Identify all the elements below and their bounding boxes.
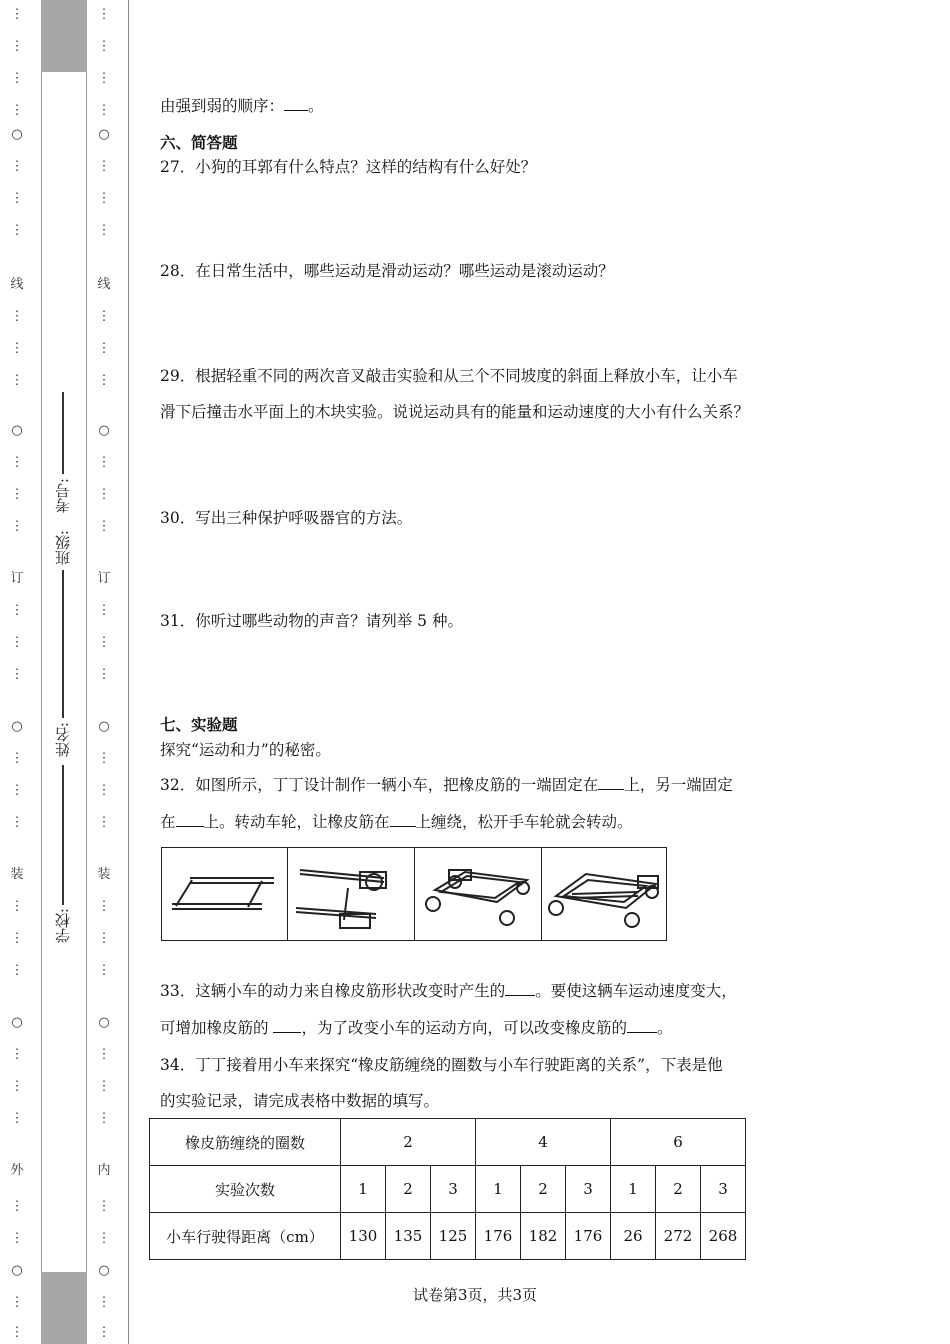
inner-dot-column: ⋮ ⋮ ⋮ ⋮ ○ ⋮ ⋮ ⋮ 线 ⋮ ⋮ ⋮ ○ ⋮ ⋮ ⋮ 订 ⋮ ⋮ ⋮ ○ ⋮ ⋮ ⋮ 装 ⋮ ⋮ ⋮ ○ ⋮ ⋮ ⋮ 内 ⋮ ⋮ ○ ⋮ ⋮ bbox=[97, 7, 111, 1340]
circle-mark: ○ bbox=[98, 127, 110, 142]
experiment-intro: 探究“运动和力”的秘密。 bbox=[160, 741, 331, 759]
table-cell: 1 bbox=[341, 1166, 386, 1213]
question-33-line-2: 可增加橡皮筋的 ，为了改变小车的运动方向，可以改变橡皮筋的 。 bbox=[160, 1019, 673, 1037]
table-cell: 268 bbox=[701, 1213, 746, 1260]
section-7-heading: 七、实验题 bbox=[160, 715, 238, 734]
circle-mark: ○ bbox=[98, 1263, 110, 1278]
question-34-line-2: 的实验记录，请完成表格中数据的填写。 bbox=[160, 1092, 440, 1110]
wheels-sketch bbox=[415, 848, 541, 940]
figure-panel-axles bbox=[288, 848, 415, 940]
circle-mark: ○ bbox=[98, 1015, 110, 1030]
answer-blank[interactable] bbox=[284, 96, 308, 111]
answer-blank[interactable] bbox=[627, 1018, 657, 1033]
gutter-top-block bbox=[41, 0, 87, 72]
table-row bbox=[150, 1166, 746, 1213]
name-field-label: 姓名: bbox=[54, 722, 72, 758]
gutter-strip bbox=[41, 72, 87, 1272]
margin-divider bbox=[128, 0, 129, 1344]
question-27: 27．小狗的耳郭有什么特点？这样的结构有什么好处？ bbox=[160, 158, 537, 176]
figure-panel-wheels bbox=[415, 848, 542, 940]
figure-panel-frame bbox=[162, 848, 288, 940]
mark-zhuang: 装 bbox=[97, 867, 111, 882]
table-cell: 4 bbox=[476, 1119, 611, 1166]
table-cell: 2 bbox=[656, 1166, 701, 1213]
question-31: 31．你听过哪些动物的声音？请列举 5 种。 bbox=[160, 612, 463, 630]
experiment-table bbox=[149, 1118, 746, 1260]
mark-ding: 订 bbox=[97, 571, 111, 586]
table-cell: 2 bbox=[521, 1166, 566, 1213]
outer-dot-column: ⋮ ⋮ ⋮ ⋮ ○ ⋮ ⋮ ⋮ 线 ⋮ ⋮ ⋮ ○ ⋮ ⋮ ⋮ 订 ⋮ ⋮ ⋮ ○ ⋮ ⋮ ⋮ 装 ⋮ ⋮ ⋮ ○ ⋮ ⋮ ⋮ 外 ⋮ ⋮ ○ ⋮ ⋮ bbox=[10, 7, 24, 1340]
question-34-line-1: 34．丁丁接着用小车来探究“橡皮筋缠绕的圈数与小车行驶距离的关系”，下表是他 bbox=[160, 1056, 723, 1074]
table-cell: 1 bbox=[611, 1166, 656, 1213]
table-cell: 176 bbox=[476, 1213, 521, 1260]
table-header-cell: 实验次数 bbox=[150, 1166, 341, 1213]
table-cell: 3 bbox=[566, 1166, 611, 1213]
circle-mark: ○ bbox=[11, 127, 23, 142]
table-cell: 1 bbox=[476, 1166, 521, 1213]
page-footer: 试卷第3页，共3页 bbox=[412, 1286, 538, 1304]
table-header-cell: 小车行驶得距离（cm） bbox=[150, 1213, 341, 1260]
binding-margin bbox=[0, 0, 130, 1344]
car-assembly-figure bbox=[161, 847, 667, 941]
rubber-band-sketch bbox=[542, 848, 666, 940]
name-blank bbox=[62, 570, 64, 718]
table-cell: 3 bbox=[431, 1166, 476, 1213]
question-29-line-2: 滑下后撞击水平面上的木块实验。说说运动具有的能量和运动速度的大小有什么关系？ bbox=[160, 403, 750, 421]
answer-blank[interactable] bbox=[598, 775, 624, 790]
table-cell: 2 bbox=[341, 1119, 476, 1166]
previous-question-tail: 由强到弱的顺序： 。 bbox=[160, 97, 324, 115]
table-cell: 6 bbox=[611, 1119, 746, 1166]
school-field-label: 学校: bbox=[54, 908, 72, 944]
school-blank bbox=[62, 765, 64, 905]
circle-mark: ○ bbox=[98, 719, 110, 734]
circle-mark: ○ bbox=[98, 423, 110, 438]
answer-blank[interactable] bbox=[176, 812, 204, 827]
mark-outer: 外 bbox=[10, 1163, 24, 1178]
axles-sketch bbox=[288, 848, 414, 940]
table-cell: 3 bbox=[701, 1166, 746, 1213]
mark-xian: 线 bbox=[97, 277, 111, 292]
mark-zhuang: 装 bbox=[10, 867, 24, 882]
mark-xian: 线 bbox=[10, 277, 24, 292]
figure-panel-rubber-band bbox=[542, 848, 667, 940]
table-cell: 26 bbox=[611, 1213, 656, 1260]
answer-blank[interactable] bbox=[390, 812, 416, 827]
frame-sketch bbox=[162, 848, 286, 940]
question-32-line-1: 32．如图所示，丁丁设计制作一辆小车，把橡皮筋的一端固定在 上，另一端固定 bbox=[160, 776, 733, 794]
circle-mark: ○ bbox=[11, 423, 23, 438]
mark-inner: 内 bbox=[97, 1163, 111, 1178]
class-field-label: 班级: bbox=[54, 530, 72, 566]
answer-blank[interactable] bbox=[273, 1018, 301, 1033]
question-32-line-2: 在 上。转动车轮，让橡皮筋在 上缠绕，松开手车轮就会转动。 bbox=[160, 813, 633, 831]
table-header-cell: 橡皮筋缠绕的圈数 bbox=[150, 1119, 341, 1166]
gutter-bottom-block bbox=[41, 1272, 87, 1344]
table-row bbox=[150, 1119, 746, 1166]
table-cell: 272 bbox=[656, 1213, 701, 1260]
table-cell: 125 bbox=[431, 1213, 476, 1260]
table-cell: 2 bbox=[386, 1166, 431, 1213]
table-cell: 135 bbox=[386, 1213, 431, 1260]
question-30: 30．写出三种保护呼吸器官的方法。 bbox=[160, 509, 413, 527]
circle-mark: ○ bbox=[11, 719, 23, 734]
table-cell: 182 bbox=[521, 1213, 566, 1260]
table-row bbox=[150, 1213, 746, 1260]
section-6-heading: 六、简答题 bbox=[160, 133, 238, 152]
question-29-line-1: 29．根据轻重不同的两次音叉敲击实验和从三个不同坡度的斜面上释放小车，让小车 bbox=[160, 367, 738, 385]
answer-blank[interactable] bbox=[505, 981, 535, 996]
circle-mark: ○ bbox=[11, 1015, 23, 1030]
table-cell: 176 bbox=[566, 1213, 611, 1260]
table-cell: 130 bbox=[341, 1213, 386, 1260]
exam-number-field-label: 考号: bbox=[54, 478, 72, 514]
exam-number-blank bbox=[62, 392, 64, 474]
question-28: 28．在日常生活中，哪些运动是滑动运动？哪些运动是滚动运动？ bbox=[160, 262, 614, 280]
question-33-line-1: 33．这辆小车的动力来自橡皮筋形状改变时产生的 。要使这辆车运动速度变大， bbox=[160, 982, 737, 1000]
mark-ding: 订 bbox=[10, 571, 24, 586]
circle-mark: ○ bbox=[11, 1263, 23, 1278]
